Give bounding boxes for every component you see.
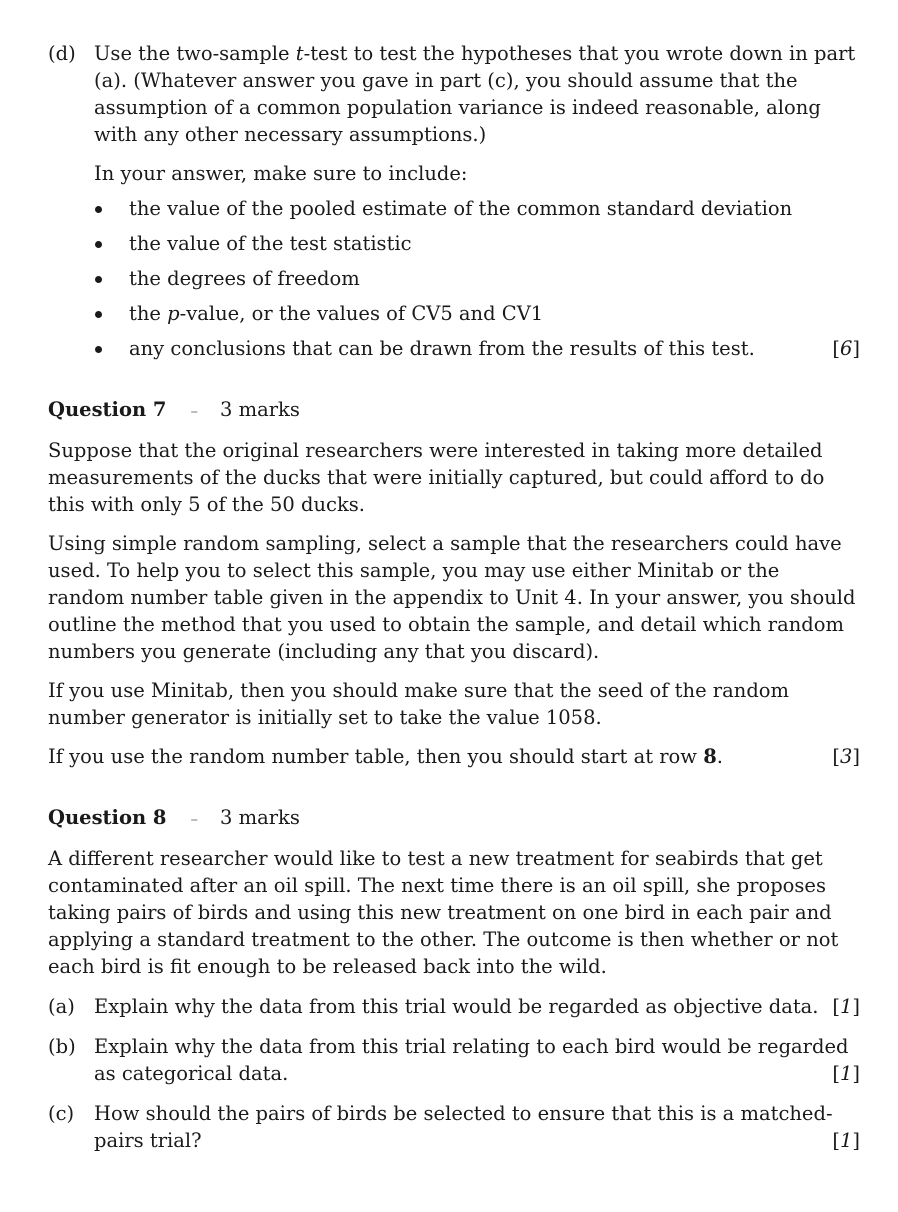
part-text: Explain why the data from this trial would be regarded as objective data. [94,995,819,1018]
part-d [48,40,860,362]
question-8-part-c [48,1100,860,1154]
question-8-part-a [48,993,860,1020]
part-label: (b) [48,1035,76,1058]
part-label: (a) [48,995,75,1018]
question-7-heading [48,396,860,425]
exam-page [48,40,860,1154]
marks-badge: [ 3 ] [832,743,860,770]
part-d-body [94,40,860,362]
marks-badge: [ 1 ] [832,993,860,1020]
question-title: Question 7 [48,398,167,421]
part-d-intro: Use the two-sample t-test to test the hypotheses that you wrote down in part (a). (Whatever answer you gave in part (c), you should assume that the assumption of a common population variance is indeed reasonable, along with any other necessary assumptions.) [94,42,856,146]
requirements-list [94,195,860,362]
list-item: the value of the test statistic [94,230,860,257]
marks-badge: [ 1 ] [832,1127,860,1154]
question-8-part-b [48,1033,860,1087]
marks-label: 3 marks [220,398,300,421]
marks-label: 3 marks [220,806,300,829]
question-8-intro: A different researcher would like to test a new treatment for seabirds that get contaminated after an oil spill. The next time there is an oil spill, she proposes taking pairs of birds and using this new treatment on one bird in each pair and applying a standard treatment to the other. The outcome is then whether or not each bird is fit enough to be released back into the wild. [48,847,839,978]
part-text: Explain why the data from this trial relating to each bird would be regarded as categorical data. [94,1035,849,1085]
question-8-heading [48,804,860,833]
part-label: (c) [48,1102,75,1125]
list-item: [ 6 ] any conclusions that can be drawn from the results of this test. [94,335,860,362]
part-d-instruction: In your answer, make sure to include: [94,162,468,185]
marks-badge: [ 6 ] [832,335,860,362]
t-symbol: t [295,42,304,65]
part-d-label: (d) [48,42,76,65]
question-7-para-2: Using simple random sampling, select a sample that the researchers could have used. To help you to select this sample, you may use either Minitab or the random number table given in the appendix to Unit 4. In your answer, you should outline the method that you used to obtain the sample, and detail which random numbers you generate (including any that you discard). [48,532,856,663]
part-text: How should the pairs of birds be selected to ensure that this is a matched-pairs trial? [94,1102,833,1152]
question-7-para-1: Suppose that the original researchers were interested in taking more detailed measurements of the ducks that were initially captured, but could afford to do this with only 5 of the 50 ducks. [48,439,825,516]
separator-dash: – [190,402,199,420]
question-title: Question 8 [48,806,167,829]
question-7-para-4: [ 3 ] If you use the random number table, then you should start at row 8. [48,743,860,770]
list-item: the p-value, or the values of CV5 and CV1 [94,300,860,327]
marks-badge: [ 1 ] [832,1060,860,1087]
list-item: the value of the pooled estimate of the common standard deviation [94,195,860,222]
separator-dash: – [190,810,199,828]
list-item: the degrees of freedom [94,265,860,292]
question-7-para-3: If you use Minitab, then you should make sure that the seed of the random number generator is initially set to take the value 1058. [48,679,790,729]
